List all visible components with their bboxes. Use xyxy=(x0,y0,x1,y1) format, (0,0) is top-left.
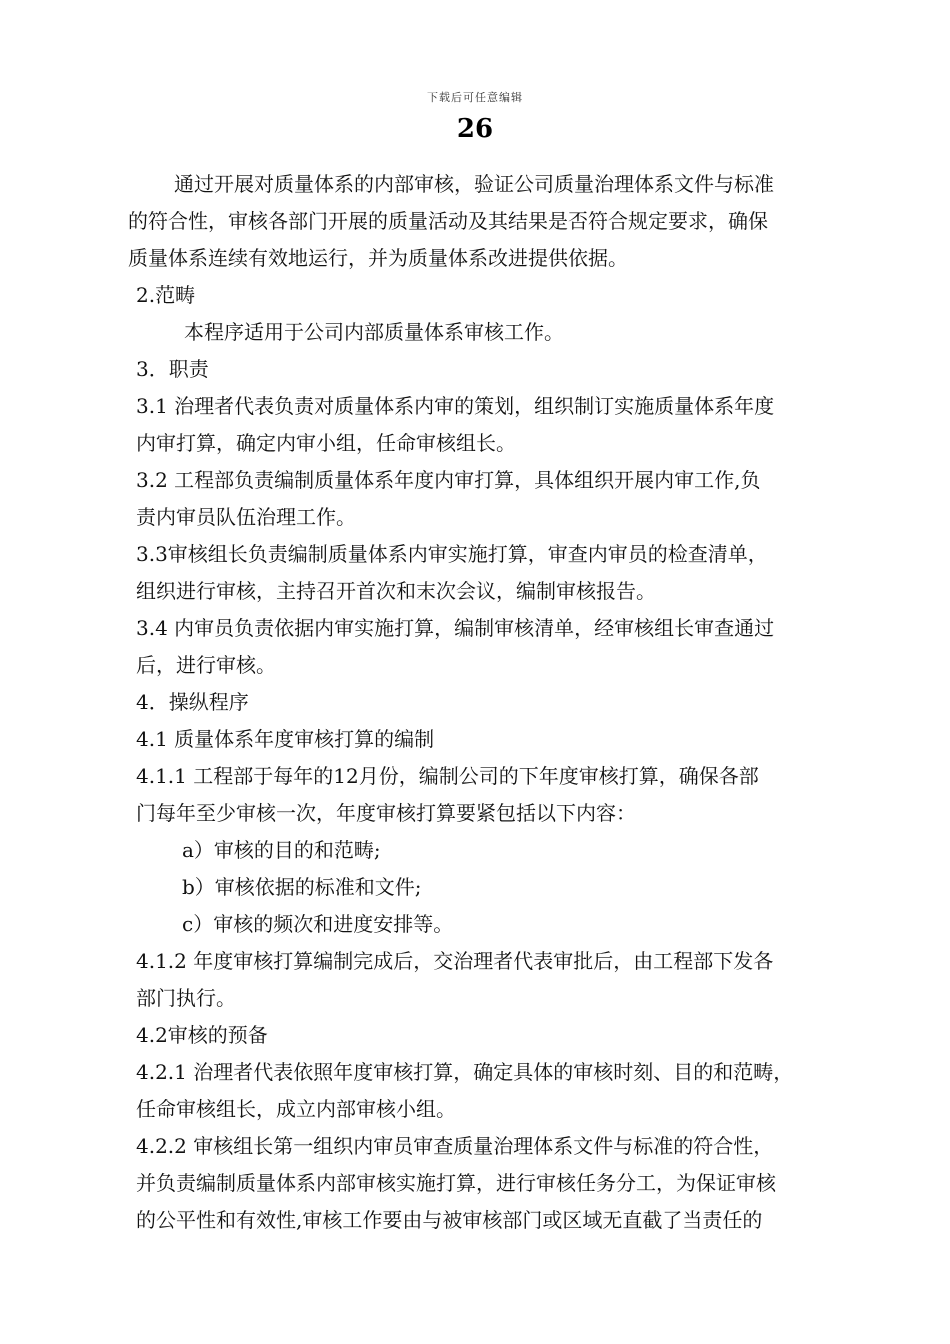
section-heading-responsibilities: 3．职责 xyxy=(136,357,209,381)
paragraph-line: 本程序适用于公司内部质量体系审核工作。 xyxy=(184,320,564,344)
paragraph-line: 的公平性和有效性,审核工作要由与被审核部门或区域无直截了当责任的 xyxy=(136,1208,763,1232)
paragraph-line: 组织进行审核，主持召开首次和末次会议，编制审核报告。 xyxy=(136,579,656,603)
paragraph-line: 4.2.1 治理者代表依照年度审核打算，确定具体的审核时刻、目的和范畴， xyxy=(136,1060,794,1084)
document-body xyxy=(128,166,868,1239)
subsection-heading: 4.1 质量体系年度审核打算的编制 xyxy=(136,727,435,751)
paragraph-line: 3.4 内审员负责依据内审实施打算，编制审核清单，经审核组长审查通过 xyxy=(136,616,775,640)
paragraph-line: 3.3审核组长负责编制质量体系内审实施打算，审查内审员的检查清单， xyxy=(136,542,768,566)
paragraph-line: 4.1.2 年度审核打算编制完成后，交治理者代表审批后，由工程部下发各 xyxy=(136,949,774,973)
paragraph-line: 的符合性，审核各部门开展的质量活动及其结果是否符合规定要求，确保 xyxy=(128,209,768,233)
paragraph-line: 4.1.1 工程部于每年的12月份，编制公司的下年度审核打算，确保各部 xyxy=(136,764,759,788)
paragraph-line: 3.2 工程部负责编制质量体系年度内审打算，具体组织开展内审工作,负 xyxy=(136,468,761,492)
paragraph-line: 责内审员队伍治理工作。 xyxy=(136,505,356,529)
paragraph-line: 4.2.2 审核组长第一组织内审员审查质量治理体系文件与标准的符合性， xyxy=(136,1134,774,1158)
page-number: 26 xyxy=(456,114,494,144)
paragraph-line: 并负责编制质量体系内部审核实施打算，进行审核任务分工，为保证审核 xyxy=(136,1171,776,1195)
list-item: b）审核依据的标准和文件; xyxy=(182,875,422,899)
section-heading-control-procedure: 4．操纵程序 xyxy=(136,690,249,714)
paragraph-line: 通过开展对质量体系的内部审核，验证公司质量治理体系文件与标准 xyxy=(174,172,774,196)
list-item: a）审核的目的和范畴; xyxy=(182,838,381,862)
paragraph-line: 后，进行审核。 xyxy=(136,653,276,677)
watermark-text: 下载后可任意编辑 xyxy=(427,91,523,104)
paragraph-line: 部门执行。 xyxy=(136,986,236,1010)
section-heading-scope: 2.范畴 xyxy=(136,283,196,307)
subsection-heading: 4.2审核的预备 xyxy=(136,1023,268,1047)
paragraph-line: 任命审核组长，成立内部审核小组。 xyxy=(136,1097,456,1121)
paragraph-line: 质量体系连续有效地运行，并为质量体系改进提供依据。 xyxy=(128,246,628,270)
paragraph-line: 3.1 治理者代表负责对质量体系内审的策划，组织制订实施质量体系年度 xyxy=(136,394,775,418)
paragraph-line: 门每年至少审核一次，年度审核打算要紧包括以下内容： xyxy=(136,801,636,825)
list-item: c）审核的频次和进度安排等。 xyxy=(182,912,454,936)
paragraph-line: 内审打算，确定内审小组，任命审核组长。 xyxy=(136,431,516,455)
